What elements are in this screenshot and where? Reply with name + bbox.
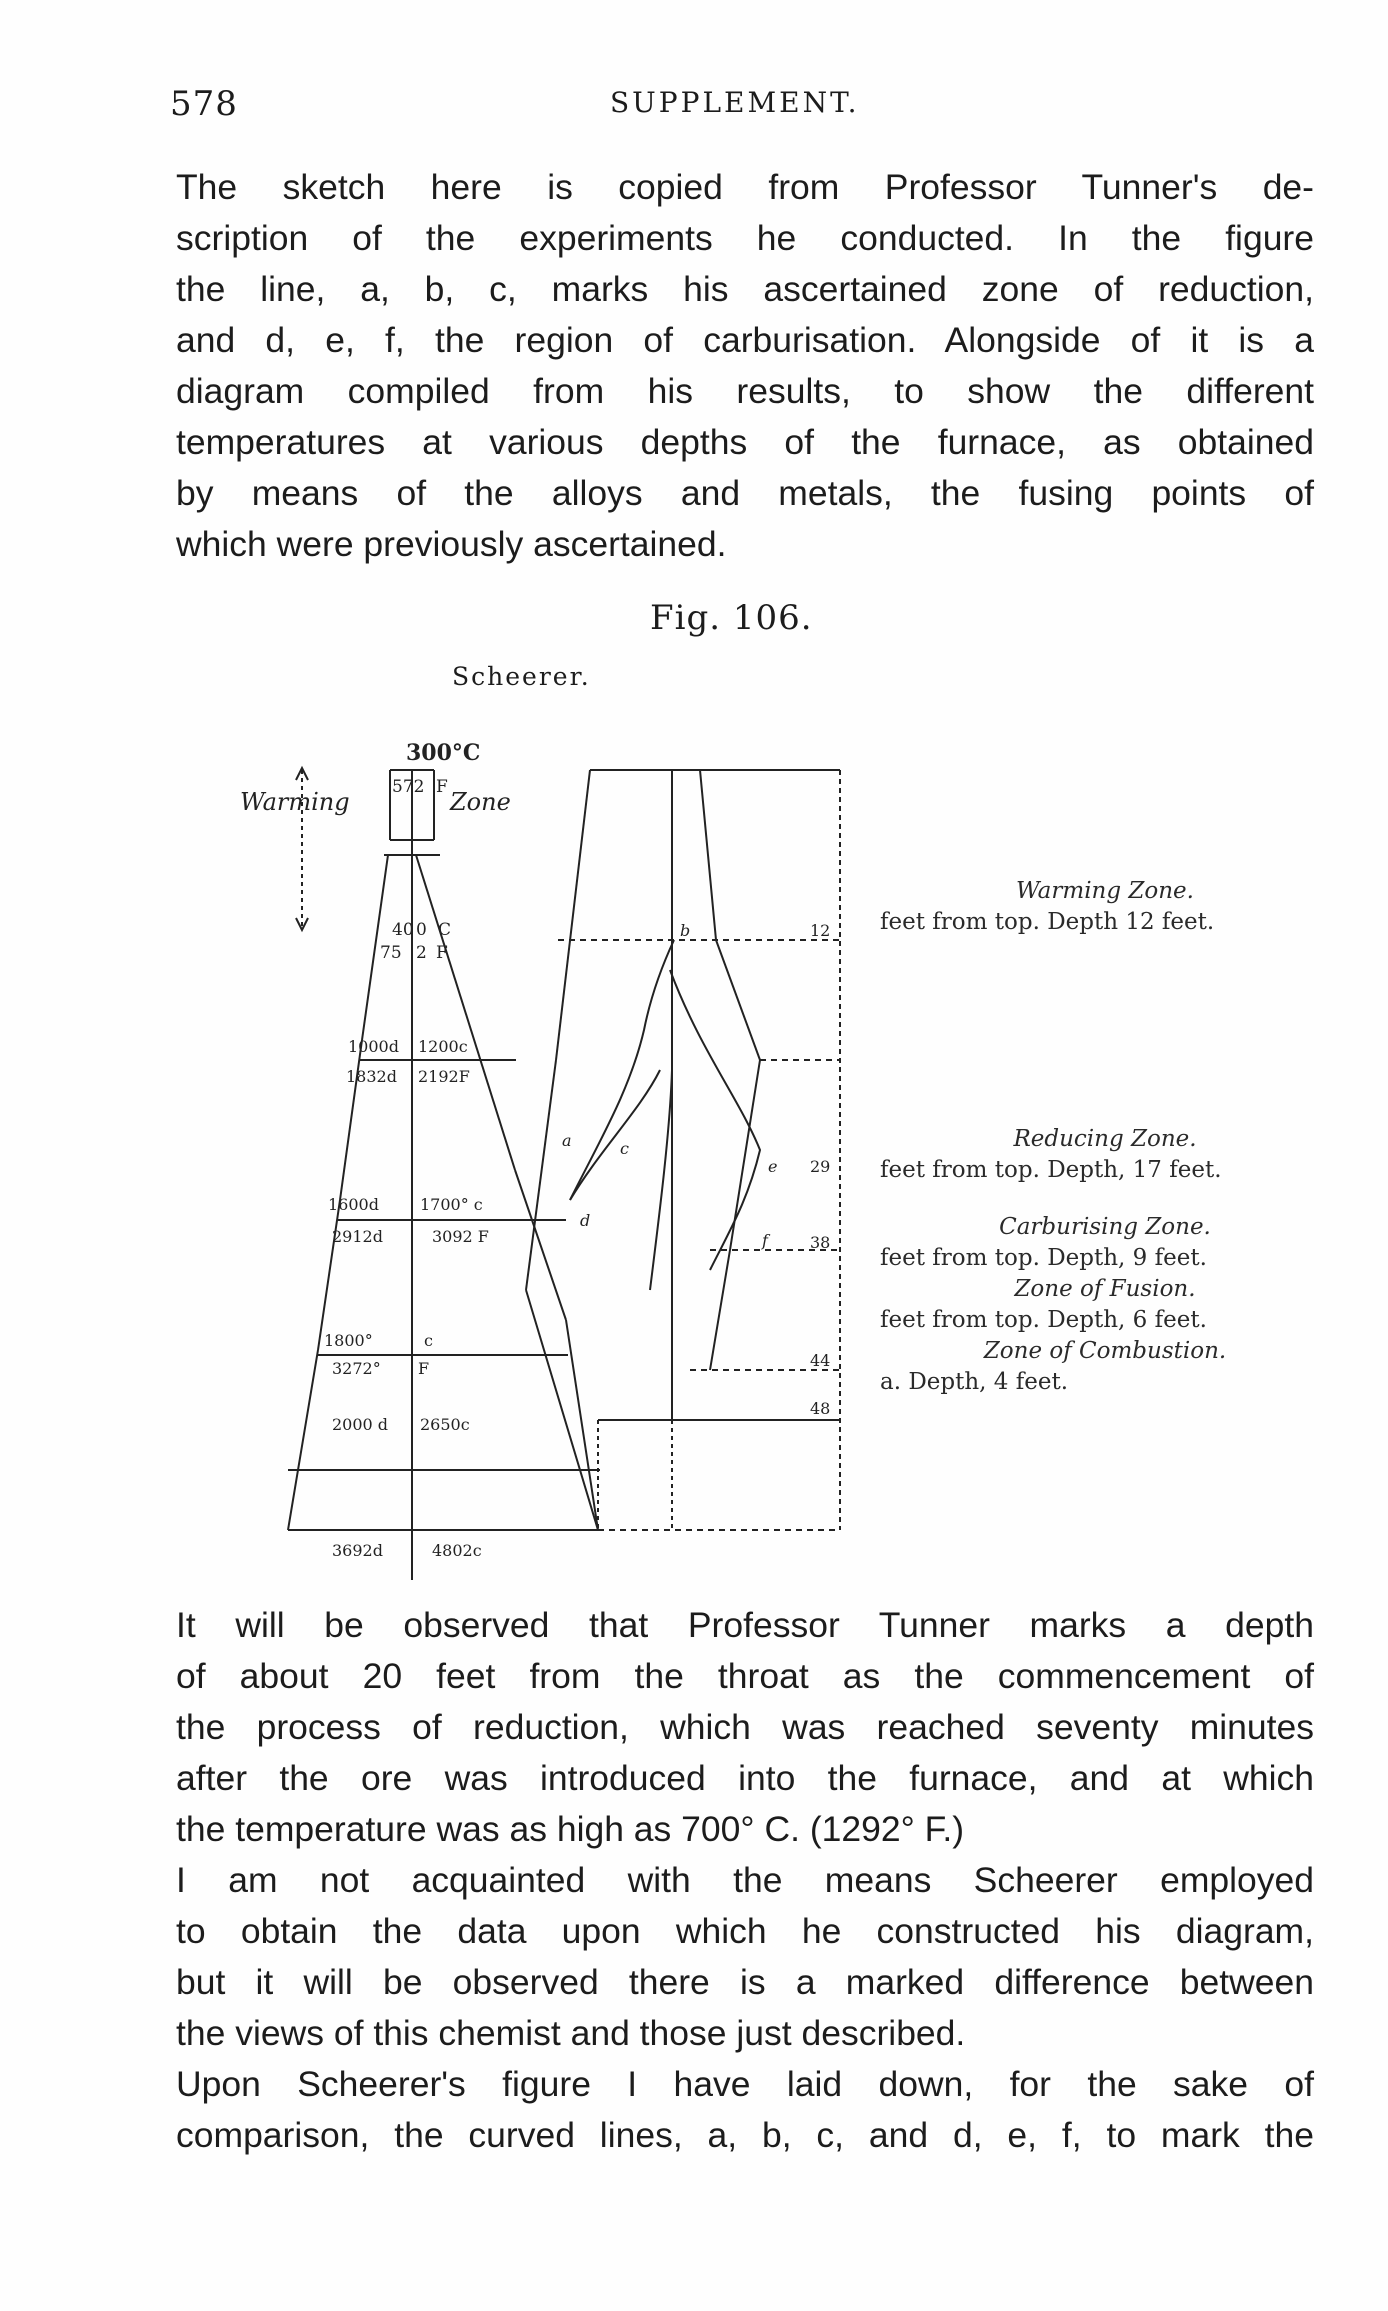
- figure-subcaption: Scheerer.: [452, 662, 591, 691]
- text-line: which were previously ascertained.: [176, 524, 727, 564]
- figure-legend: [880, 876, 1330, 1398]
- row-label: F: [418, 1359, 430, 1378]
- text-line: to obtain the data upon which he constructed his diagram,: [176, 1911, 1314, 1951]
- curve-letter: b: [680, 921, 691, 940]
- row-label: 2192F: [418, 1067, 470, 1086]
- text-line: I am not acquainted with the means Scheerer employed: [176, 1860, 1314, 1900]
- text-line: scription of the experiments he conducted. In the figure: [176, 218, 1314, 258]
- row-label: 75: [380, 943, 402, 963]
- row-label: 0: [416, 920, 427, 940]
- text-line: the line, a, b, c, marks his ascertained zone of reduction,: [176, 269, 1314, 309]
- legend-zone: Warming Zone.: [1016, 878, 1194, 904]
- text-line: but it will be observed there is a marked difference between: [176, 1962, 1314, 2002]
- row-label: C: [438, 920, 452, 940]
- text-line: of about 20 feet from the throat as the commencement of: [176, 1656, 1314, 1696]
- legend-detail: feet from top. Depth 12 feet.: [880, 909, 1215, 935]
- row-label: F: [436, 943, 448, 963]
- legend-spacer: [880, 938, 1330, 1124]
- row-label: 1832d: [346, 1067, 397, 1086]
- curve-letter: d: [580, 1211, 591, 1230]
- text-line: the temperature was as high as 700° C. (1292° F.): [176, 1809, 965, 1849]
- text-line: It will be observed that Professor Tunner marks a depth: [176, 1605, 1314, 1645]
- top-temperature-label: 300°C: [406, 740, 481, 766]
- depth-label: 44: [810, 1351, 831, 1370]
- figure-caption: Fig. 106.: [650, 598, 813, 638]
- row-label: 2650c: [420, 1415, 470, 1434]
- text-line: and d, e, f, the region of carburisation. Alongside of it is a: [176, 320, 1314, 360]
- row-label: 4802c: [432, 1541, 482, 1560]
- legend-detail: feet from top. Depth, 9 feet.: [880, 1245, 1207, 1271]
- text-line: temperatures at various depths of the furnace, as obtained: [176, 422, 1314, 462]
- row-label: 2912d: [332, 1227, 383, 1246]
- top-number-right: F: [436, 777, 448, 797]
- legend-zone: Reducing Zone.: [1013, 1126, 1197, 1152]
- text-line: The sketch here is copied from Professor Tunner's de-: [176, 167, 1314, 207]
- depth-label: 48: [810, 1399, 831, 1418]
- text-line: the process of reduction, which was reached seventy minutes: [176, 1707, 1314, 1747]
- curve-letter: e: [768, 1157, 778, 1176]
- legend-detail: feet from top. Depth, 17 feet.: [880, 1157, 1222, 1183]
- intro-paragraph: [176, 162, 1314, 570]
- curve-letter: c: [620, 1139, 629, 1158]
- row-label: c: [424, 1331, 433, 1350]
- legend-zone: Carburising Zone.: [999, 1214, 1211, 1240]
- row-label: 2000 d: [332, 1415, 389, 1434]
- row-label: 2: [416, 943, 427, 963]
- text-line: the views of this chemist and those just described.: [176, 2013, 966, 2053]
- depth-label: 38: [810, 1233, 831, 1252]
- zone-label: Zone: [450, 788, 511, 816]
- legend-spacer: [880, 1186, 1330, 1212]
- row-label: 1700° c: [420, 1195, 483, 1214]
- text-line: comparison, the curved lines, a, b, c, and d, e, f, to mark the: [176, 2115, 1314, 2155]
- row-label: 1000d: [348, 1037, 399, 1056]
- row-label: 1600d: [328, 1195, 379, 1214]
- curve-letter: a: [562, 1131, 572, 1150]
- text-line: after the ore was introduced into the furnace, and at which: [176, 1758, 1314, 1798]
- legend-zone: Zone of Fusion.: [1014, 1276, 1196, 1302]
- row-label: 1200c: [418, 1037, 468, 1056]
- row-label: 3692d: [332, 1541, 383, 1560]
- row-label: 40: [392, 920, 414, 940]
- text-line: Upon Scheerer's figure I have laid down, for the sake of: [176, 2064, 1314, 2104]
- row-label: 3092 F: [432, 1227, 489, 1246]
- text-line: diagram compiled from his results, to show the different: [176, 371, 1314, 411]
- body-paragraphs: [176, 1600, 1314, 2161]
- legend-zone: Zone of Combustion.: [983, 1338, 1227, 1364]
- depth-label: 29: [810, 1157, 831, 1176]
- warming-label: Warming: [240, 788, 350, 816]
- text-line: by means of the alloys and metals, the fusing points of: [176, 473, 1314, 513]
- row-label: 1800°: [324, 1331, 373, 1350]
- page-number: 578: [170, 84, 238, 124]
- legend-detail: feet from top. Depth, 6 feet.: [880, 1307, 1207, 1333]
- depth-label: 12: [810, 921, 831, 940]
- top-number-left: 572: [392, 777, 425, 797]
- furnace-diagram: [240, 730, 860, 1590]
- curve-letter: f: [762, 1231, 768, 1250]
- running-head: SUPPLEMENT.: [610, 86, 860, 119]
- row-label: 3272°: [332, 1359, 381, 1378]
- legend-detail: a. Depth, 4 feet.: [880, 1369, 1069, 1395]
